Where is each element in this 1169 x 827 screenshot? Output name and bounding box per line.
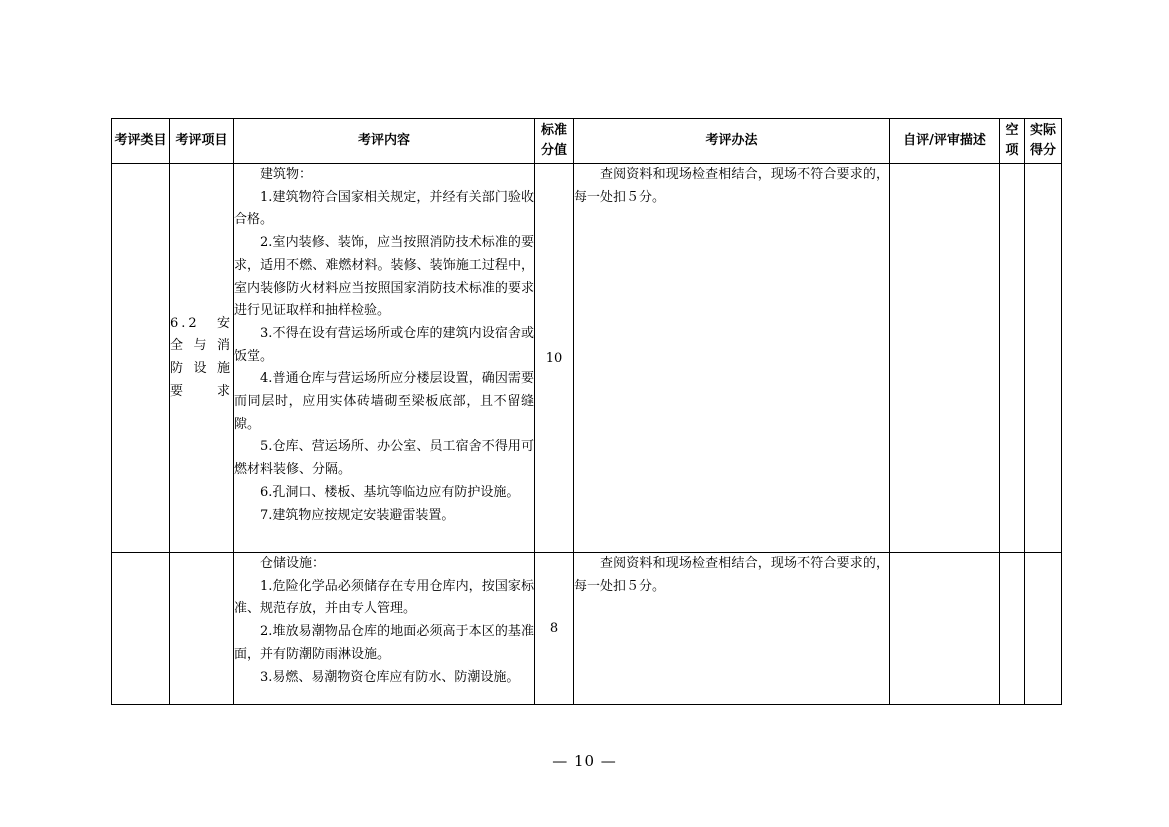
blank-cell[interactable] (1000, 164, 1025, 553)
content-line: 1.建筑物符合国家相关规定，并经有关部门验收合格。 (234, 189, 534, 228)
score-cell: 8 (535, 553, 574, 705)
header-blank: 空项 (1000, 119, 1025, 164)
page-number: — 10 — (552, 752, 617, 770)
actual-score-cell[interactable] (1025, 553, 1062, 705)
header-method: 考评办法 (574, 119, 890, 164)
content-line: 建筑物： (260, 167, 313, 182)
content-line: 5.仓库、营运场所、办公室、员工宿舍不得用可燃材料装修、分隔。 (234, 439, 534, 478)
item-cell (170, 553, 234, 705)
table-row (112, 553, 1062, 705)
content-line: 2.室内装修、装饰，应当按照消防技术标准的要求，适用不燃、难燃材料。装修、装饰施工过程中，室内装修防火材料应当按照国家消防技术标准的要求进行见证取样和抽样检验。 (234, 235, 534, 319)
method-cell (574, 553, 890, 705)
content-line: 4.普通仓库与营运场所应分楼层设置，确因需要而同层时，应用实体砖墙砌至梁板底部，且不留缝隙。 (234, 371, 534, 432)
content-line: 仓储设施： (260, 556, 326, 571)
header-category: 考评类目 (112, 119, 170, 164)
evaluation-table (111, 118, 1062, 705)
header-content: 考评内容 (234, 119, 535, 164)
method-text: 查阅资料和现场检查相结合，现场不符合要求的，每一处扣５分。 (574, 167, 889, 205)
category-cell (112, 553, 170, 705)
content-line: 1.危险化学品必须储存在专用仓库内，按国家标准、规范存放，并由专人管理。 (234, 578, 534, 617)
header-self-eval: 自评/评审描述 (890, 119, 1000, 164)
self-eval-cell[interactable] (890, 164, 1000, 553)
content-line: 3.易燃、易潮物资仓库应有防水、防潮设施。 (260, 669, 520, 685)
score-cell: 10 (535, 164, 574, 553)
content-line: 3.不得在设有营运场所或仓库的建筑内设宿舍或饭堂。 (234, 325, 534, 364)
item-cell: 6.2 安全与消防设施要求 (170, 164, 234, 553)
content-line: 6.孔洞口、楼板、基坑等临边应有防护设施。 (260, 484, 520, 500)
content-cell (234, 164, 535, 553)
method-text: 查阅资料和现场检查相结合，现场不符合要求的，每一处扣５分。 (574, 556, 889, 594)
header-item: 考评项目 (170, 119, 234, 164)
content-line: 2.堆放易潮物品仓库的地面必须高于本区的基准面，并有防潮防雨淋设施。 (234, 624, 534, 662)
content-line: 7.建筑物应按规定安装避雷装置。 (260, 507, 455, 523)
method-cell (574, 164, 890, 553)
category-cell (112, 164, 170, 553)
blank-cell[interactable] (1000, 553, 1025, 705)
content-cell (234, 553, 535, 705)
header-score: 标准分值 (535, 119, 574, 164)
actual-score-cell[interactable] (1025, 164, 1062, 553)
header-actual: 实际得分 (1025, 119, 1062, 164)
self-eval-cell[interactable] (890, 553, 1000, 705)
header-row (112, 119, 1062, 164)
table-row (112, 164, 1062, 553)
